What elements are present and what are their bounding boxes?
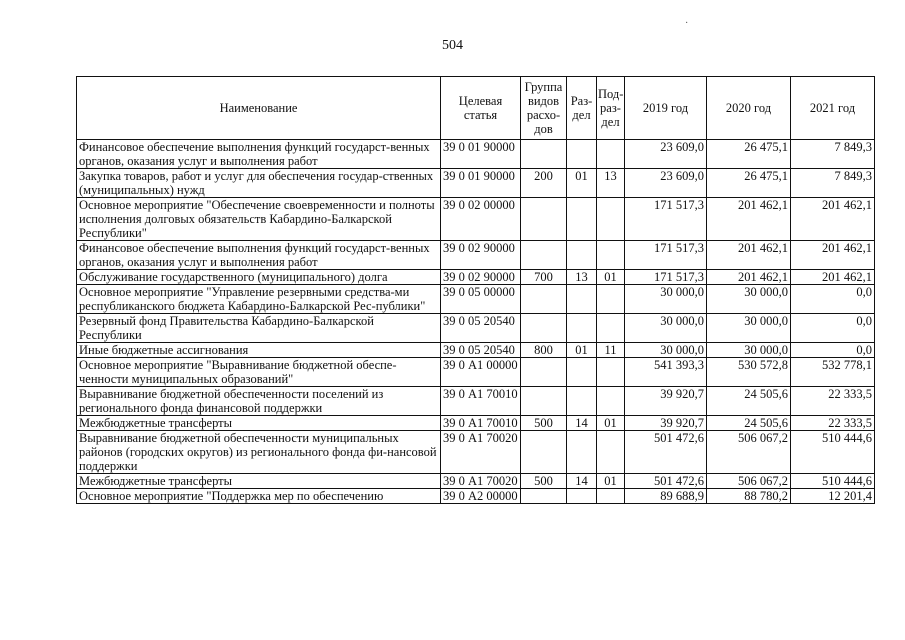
cell-expense-group <box>521 314 567 343</box>
cell-2020: 30 000,0 <box>707 314 791 343</box>
table-row <box>77 489 875 504</box>
table-row <box>77 431 875 474</box>
cell-2021: 532 778,1 <box>791 358 875 387</box>
cell-2020: 30 000,0 <box>707 285 791 314</box>
cell-target-article: 39 0 01 90000 <box>441 169 521 198</box>
cell-2020: 201 462,1 <box>707 241 791 270</box>
cell-2020: 26 475,1 <box>707 169 791 198</box>
cell-target-article: 39 0 05 20540 <box>441 314 521 343</box>
cell-name: Основное мероприятие "Обеспечение своевременности и полноты исполнения долговых обязательств Кабардино-Балкарской Республики" <box>77 198 441 241</box>
header-2019: 2019 год <box>625 77 707 140</box>
table-row <box>77 387 875 416</box>
header-2021: 2021 год <box>791 77 875 140</box>
cell-target-article: 39 0 05 00000 <box>441 285 521 314</box>
cell-section: 14 <box>567 474 597 489</box>
cell-subsection: 13 <box>597 169 625 198</box>
table-row <box>77 314 875 343</box>
cell-expense-group <box>521 285 567 314</box>
cell-expense-group <box>521 489 567 504</box>
cell-subsection: 01 <box>597 270 625 285</box>
budget-table <box>76 76 875 504</box>
cell-2021: 22 333,5 <box>791 387 875 416</box>
table-body <box>77 140 875 504</box>
cell-name: Закупка товаров, работ и услуг для обеспечения государ-ственных (муниципальных) нужд <box>77 169 441 198</box>
cell-subsection <box>597 314 625 343</box>
cell-subsection: 01 <box>597 474 625 489</box>
cell-subsection <box>597 198 625 241</box>
cell-expense-group <box>521 140 567 169</box>
cell-2021: 201 462,1 <box>791 270 875 285</box>
scan-mark: · <box>685 18 689 29</box>
cell-name: Межбюджетные трансферты <box>77 416 441 431</box>
cell-subsection <box>597 140 625 169</box>
cell-expense-group <box>521 387 567 416</box>
cell-2021: 510 444,6 <box>791 431 875 474</box>
cell-2021: 7 849,3 <box>791 140 875 169</box>
table-row <box>77 343 875 358</box>
cell-2019: 171 517,3 <box>625 270 707 285</box>
cell-target-article: 39 0 05 20540 <box>441 343 521 358</box>
cell-expense-group: 500 <box>521 474 567 489</box>
cell-name: Основное мероприятие "Управление резервными средства-ми республиканского бюджета Кабардино-Балкарской Рес-публики" <box>77 285 441 314</box>
cell-2020: 201 462,1 <box>707 270 791 285</box>
cell-2019: 541 393,3 <box>625 358 707 387</box>
cell-section <box>567 314 597 343</box>
cell-expense-group: 700 <box>521 270 567 285</box>
cell-2019: 89 688,9 <box>625 489 707 504</box>
table-row <box>77 270 875 285</box>
cell-target-article: 39 0 А1 70020 <box>441 431 521 474</box>
cell-name: Основное мероприятие "Выравнивание бюджетной обеспе-ченности муниципальных образований" <box>77 358 441 387</box>
cell-2021: 510 444,6 <box>791 474 875 489</box>
header-name: Наименование <box>77 77 441 140</box>
cell-2019: 501 472,6 <box>625 431 707 474</box>
cell-section <box>567 431 597 474</box>
table-row <box>77 416 875 431</box>
cell-name: Финансовое обеспечение выполнения функций государст-венных органов, оказания услуг и выполнения работ <box>77 140 441 169</box>
cell-2020: 88 780,2 <box>707 489 791 504</box>
cell-section: 14 <box>567 416 597 431</box>
cell-target-article: 39 0 А1 70020 <box>441 474 521 489</box>
cell-section <box>567 285 597 314</box>
cell-2020: 30 000,0 <box>707 343 791 358</box>
cell-2019: 39 920,7 <box>625 387 707 416</box>
cell-2020: 24 505,6 <box>707 387 791 416</box>
table-row <box>77 169 875 198</box>
cell-subsection <box>597 387 625 416</box>
page-number: 504 <box>442 38 463 53</box>
cell-name: Обслуживание государственного (муниципального) долга <box>77 270 441 285</box>
table-row <box>77 241 875 270</box>
cell-target-article: 39 0 А2 00000 <box>441 489 521 504</box>
cell-expense-group: 200 <box>521 169 567 198</box>
cell-target-article: 39 0 А1 00000 <box>441 358 521 387</box>
cell-target-article: 39 0 02 90000 <box>441 270 521 285</box>
cell-2021: 12 201,4 <box>791 489 875 504</box>
cell-subsection <box>597 431 625 474</box>
cell-section <box>567 387 597 416</box>
header-row <box>77 77 875 140</box>
cell-subsection: 11 <box>597 343 625 358</box>
cell-2021: 7 849,3 <box>791 169 875 198</box>
table-row <box>77 140 875 169</box>
cell-2021: 22 333,5 <box>791 416 875 431</box>
cell-2021: 201 462,1 <box>791 198 875 241</box>
cell-expense-group <box>521 358 567 387</box>
cell-section <box>567 241 597 270</box>
cell-2021: 0,0 <box>791 343 875 358</box>
cell-subsection: 01 <box>597 416 625 431</box>
cell-section: 13 <box>567 270 597 285</box>
cell-2019: 171 517,3 <box>625 241 707 270</box>
cell-name: Финансовое обеспечение выполнения функций государст-венных органов, оказания услуг и выполнения работ <box>77 241 441 270</box>
cell-2020: 506 067,2 <box>707 431 791 474</box>
table-row <box>77 198 875 241</box>
cell-2019: 30 000,0 <box>625 285 707 314</box>
cell-2021: 0,0 <box>791 285 875 314</box>
cell-2019: 30 000,0 <box>625 314 707 343</box>
cell-subsection <box>597 358 625 387</box>
cell-2019: 501 472,6 <box>625 474 707 489</box>
cell-2019: 23 609,0 <box>625 169 707 198</box>
cell-2019: 30 000,0 <box>625 343 707 358</box>
table-row <box>77 474 875 489</box>
cell-target-article: 39 0 01 90000 <box>441 140 521 169</box>
header-section: Раз-дел <box>567 77 597 140</box>
cell-section: 01 <box>567 169 597 198</box>
cell-expense-group <box>521 241 567 270</box>
cell-name: Выравнивание бюджетной обеспеченности муниципальных районов (городских округов) из регионального фонда фи-нансовой поддержки <box>77 431 441 474</box>
cell-2020: 26 475,1 <box>707 140 791 169</box>
cell-2020: 506 067,2 <box>707 474 791 489</box>
header-expense-group: Группа видов расхо-дов <box>521 77 567 140</box>
cell-name: Межбюджетные трансферты <box>77 474 441 489</box>
header-2020: 2020 год <box>707 77 791 140</box>
cell-subsection <box>597 285 625 314</box>
cell-expense-group: 500 <box>521 416 567 431</box>
cell-expense-group <box>521 198 567 241</box>
cell-expense-group <box>521 431 567 474</box>
cell-2019: 23 609,0 <box>625 140 707 169</box>
cell-name: Резервный фонд Правительства Кабардино-Балкарской Республики <box>77 314 441 343</box>
cell-section <box>567 489 597 504</box>
cell-2020: 24 505,6 <box>707 416 791 431</box>
cell-2019: 39 920,7 <box>625 416 707 431</box>
cell-target-article: 39 0 А1 70010 <box>441 387 521 416</box>
cell-2021: 0,0 <box>791 314 875 343</box>
cell-section <box>567 140 597 169</box>
cell-2020: 201 462,1 <box>707 198 791 241</box>
cell-2021: 201 462,1 <box>791 241 875 270</box>
cell-2019: 171 517,3 <box>625 198 707 241</box>
cell-expense-group: 800 <box>521 343 567 358</box>
cell-name: Иные бюджетные ассигнования <box>77 343 441 358</box>
header-target-article: Целевая статья <box>441 77 521 140</box>
cell-subsection <box>597 489 625 504</box>
cell-target-article: 39 0 02 00000 <box>441 198 521 241</box>
cell-target-article: 39 0 А1 70010 <box>441 416 521 431</box>
cell-target-article: 39 0 02 90000 <box>441 241 521 270</box>
cell-name: Выравнивание бюджетной обеспеченности поселений из регионального фонда финансовой поддержки <box>77 387 441 416</box>
table-row <box>77 358 875 387</box>
cell-name: Основное мероприятие "Поддержка мер по обеспечению <box>77 489 441 504</box>
header-subsection: Под-раз-дел <box>597 77 625 140</box>
cell-section: 01 <box>567 343 597 358</box>
cell-section <box>567 198 597 241</box>
cell-2020: 530 572,8 <box>707 358 791 387</box>
cell-section <box>567 358 597 387</box>
table-row <box>77 285 875 314</box>
cell-subsection <box>597 241 625 270</box>
